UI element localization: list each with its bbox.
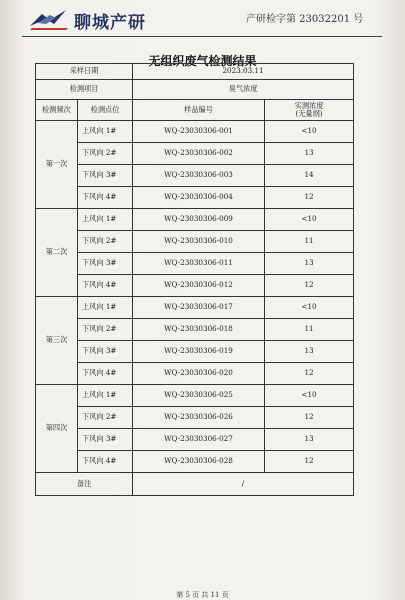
document-title: 无组织废气检测结果 bbox=[148, 54, 257, 68]
result-cell: 12 bbox=[265, 187, 354, 209]
result-cell: 12 bbox=[265, 275, 354, 297]
table-row bbox=[36, 319, 354, 341]
sample-no-cell: WQ-23030306-028 bbox=[133, 451, 265, 473]
column-header-row bbox=[36, 100, 354, 121]
table-row bbox=[36, 429, 354, 451]
point-cell: 上风向 1# bbox=[78, 121, 133, 143]
table-row bbox=[36, 297, 354, 319]
point-cell: 下风向 2# bbox=[78, 231, 133, 253]
frequency-cell: 第二次 bbox=[36, 209, 78, 297]
result-cell: 13 bbox=[265, 143, 354, 165]
sample-no-cell: WQ-23030306-027 bbox=[133, 429, 265, 451]
table-row bbox=[36, 187, 354, 209]
table-row bbox=[36, 341, 354, 363]
header-divider bbox=[22, 36, 382, 37]
table-row bbox=[36, 363, 354, 385]
result-cell: 12 bbox=[265, 407, 354, 429]
sampling-date-row bbox=[36, 64, 354, 80]
result-cell: <10 bbox=[265, 297, 354, 319]
sample-no-cell: WQ-23030306-026 bbox=[133, 407, 265, 429]
sample-no-cell: WQ-23030306-004 bbox=[133, 187, 265, 209]
col-header-result-line1: 实测浓度 bbox=[294, 100, 324, 110]
sample-no-cell: WQ-23030306-017 bbox=[133, 297, 265, 319]
sample-no-cell: WQ-23030306-009 bbox=[133, 209, 265, 231]
test-item-value: 臭气浓度 bbox=[133, 80, 354, 100]
result-cell: <10 bbox=[265, 209, 354, 231]
page-number: 第 5 页 共 11 页 bbox=[176, 591, 229, 599]
point-cell: 下风向 2# bbox=[78, 143, 133, 165]
sample-no-cell: WQ-23030306-012 bbox=[133, 275, 265, 297]
point-cell: 上风向 1# bbox=[78, 385, 133, 407]
point-cell: 上风向 1# bbox=[78, 209, 133, 231]
company-logo bbox=[28, 6, 168, 32]
point-cell: 下风向 3# bbox=[78, 341, 133, 363]
table-row bbox=[36, 407, 354, 429]
col-header-sample-no: 样品编号 bbox=[133, 100, 265, 121]
sample-no-cell: WQ-23030306-020 bbox=[133, 363, 265, 385]
result-cell: 13 bbox=[265, 429, 354, 451]
table-row bbox=[36, 143, 354, 165]
table-row bbox=[36, 209, 354, 231]
logo-text: 聊城产研 bbox=[74, 13, 146, 33]
test-item-row bbox=[36, 80, 354, 100]
point-cell: 下风向 4# bbox=[78, 451, 133, 473]
sample-no-cell: WQ-23030306-025 bbox=[133, 385, 265, 407]
point-cell: 下风向 2# bbox=[78, 319, 133, 341]
point-cell: 下风向 4# bbox=[78, 275, 133, 297]
frequency-cell: 第四次 bbox=[36, 385, 78, 473]
point-cell: 下风向 4# bbox=[78, 187, 133, 209]
table-row bbox=[36, 231, 354, 253]
col-header-frequency: 检测频次 bbox=[36, 100, 78, 121]
sample-no-cell: WQ-23030306-018 bbox=[133, 319, 265, 341]
result-cell: 12 bbox=[265, 363, 354, 385]
frequency-cell: 第三次 bbox=[36, 297, 78, 385]
sampling-date-value: 2023.03.11 bbox=[133, 64, 354, 80]
col-header-result-line2: (无量纲) bbox=[295, 109, 323, 118]
remarks-value: / bbox=[133, 473, 354, 496]
col-header-point: 检测点位 bbox=[78, 100, 133, 121]
sample-no-cell: WQ-23030306-002 bbox=[133, 143, 265, 165]
table-row bbox=[36, 385, 354, 407]
point-cell: 下风向 3# bbox=[78, 429, 133, 451]
result-cell: 13 bbox=[265, 253, 354, 275]
point-cell: 上风向 1# bbox=[78, 297, 133, 319]
point-cell: 下风向 4# bbox=[78, 363, 133, 385]
col-header-result bbox=[265, 100, 354, 121]
result-cell: 12 bbox=[265, 451, 354, 473]
sample-no-cell: WQ-23030306-011 bbox=[133, 253, 265, 275]
sampling-date-label: 采样日期 bbox=[36, 64, 133, 80]
sample-no-cell: WQ-23030306-001 bbox=[133, 121, 265, 143]
result-cell: 14 bbox=[265, 165, 354, 187]
point-cell: 下风向 2# bbox=[78, 407, 133, 429]
sample-no-cell: WQ-23030306-003 bbox=[133, 165, 265, 187]
remarks-label: 备注 bbox=[36, 473, 133, 496]
results-table bbox=[35, 63, 354, 496]
point-cell: 下风向 3# bbox=[78, 165, 133, 187]
table-row bbox=[36, 121, 354, 143]
result-cell: <10 bbox=[265, 385, 354, 407]
result-cell: 13 bbox=[265, 341, 354, 363]
table-row bbox=[36, 275, 354, 297]
table-row bbox=[36, 165, 354, 187]
result-cell: <10 bbox=[265, 121, 354, 143]
sample-no-cell: WQ-23030306-019 bbox=[133, 341, 265, 363]
table-row bbox=[36, 253, 354, 275]
logo-emblem-icon bbox=[28, 8, 70, 30]
sample-no-cell: WQ-23030306-010 bbox=[133, 231, 265, 253]
point-cell: 下风向 3# bbox=[78, 253, 133, 275]
frequency-cell: 第一次 bbox=[36, 121, 78, 209]
report-number: 产研检字第 23032201 号 bbox=[246, 14, 364, 25]
result-cell: 11 bbox=[265, 231, 354, 253]
result-cell: 11 bbox=[265, 319, 354, 341]
remarks-row bbox=[36, 473, 354, 496]
test-item-label: 检测项目 bbox=[36, 80, 133, 100]
table-row bbox=[36, 451, 354, 473]
